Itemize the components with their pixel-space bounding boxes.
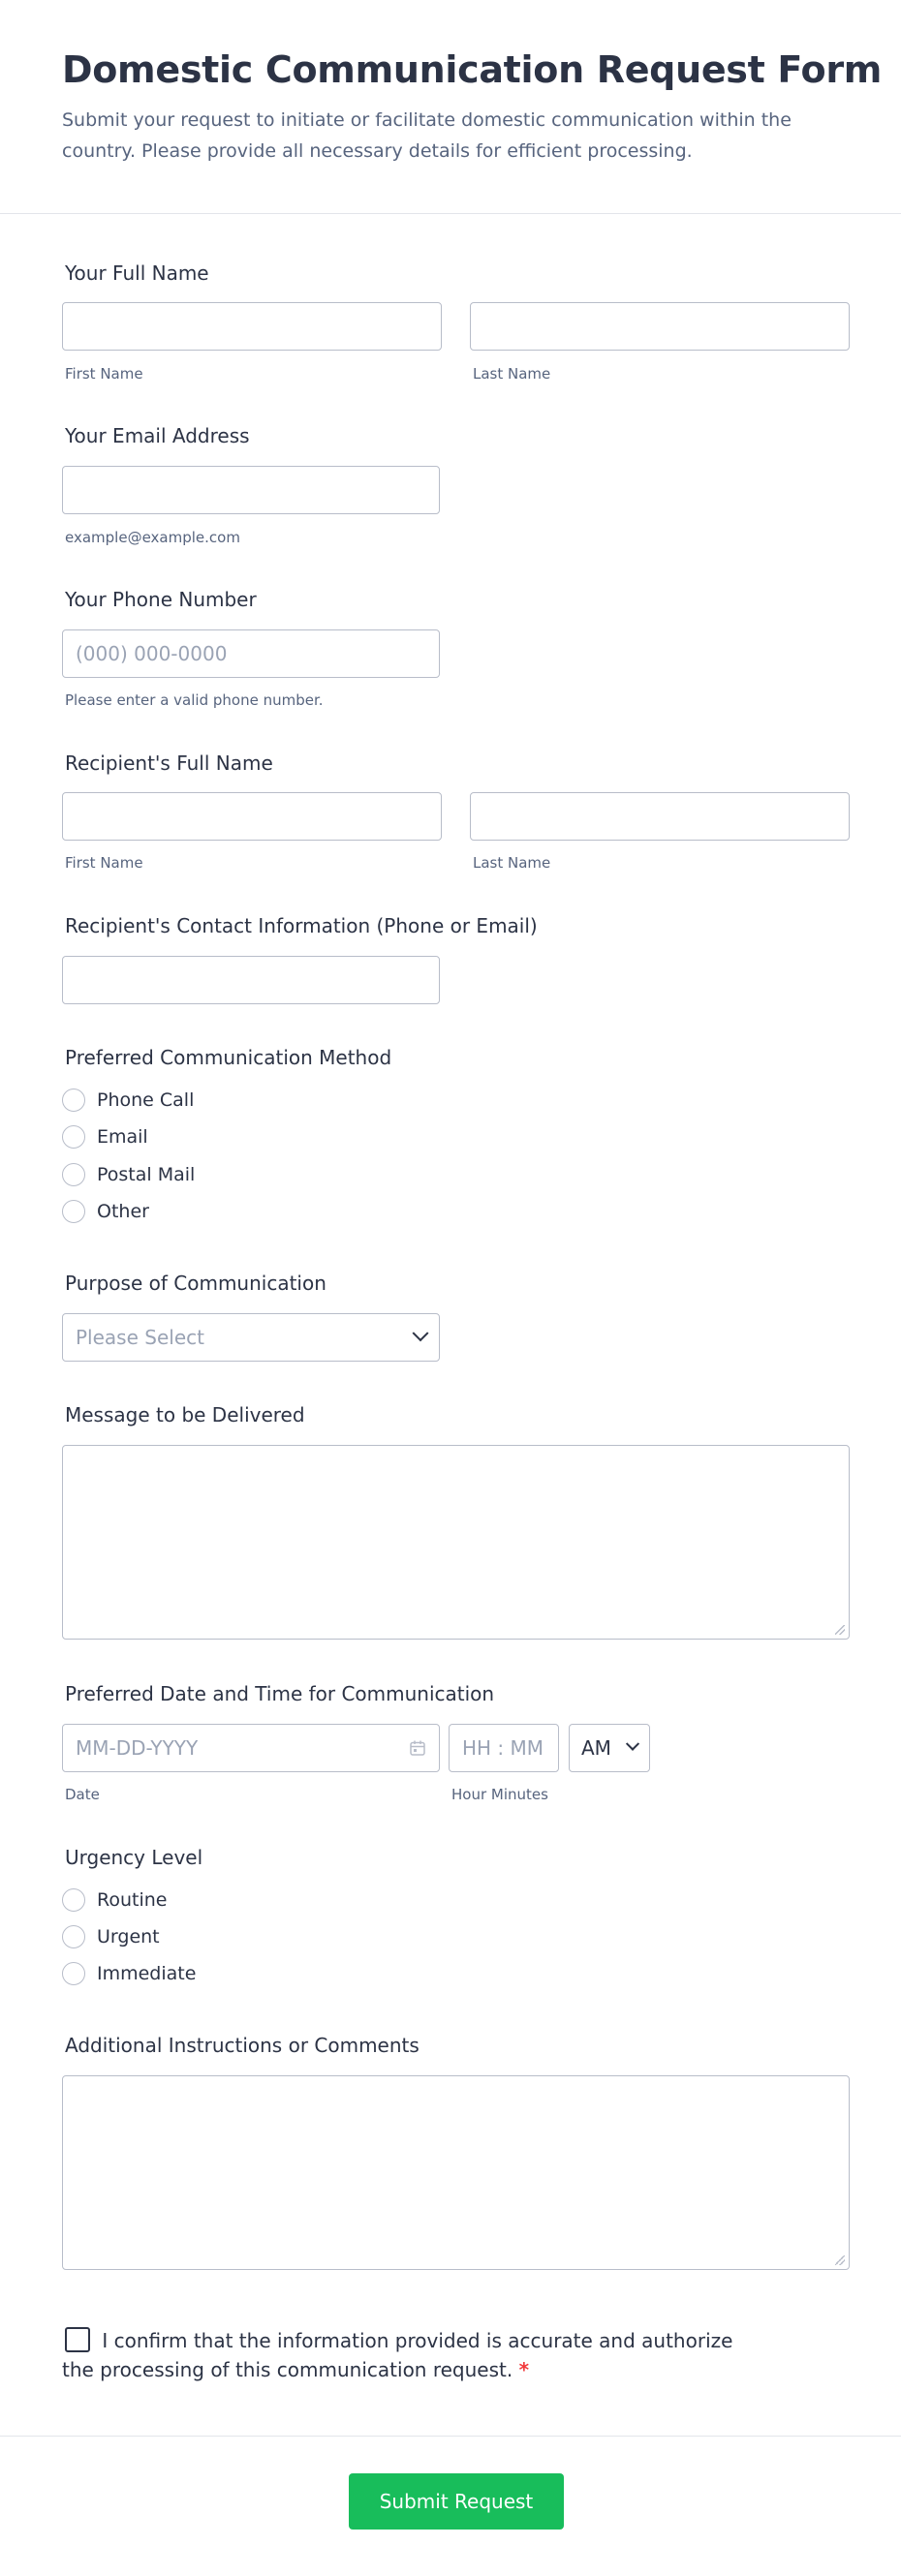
recipient-first-name-sublabel: First Name: [65, 854, 143, 872]
urgency-option-urgent[interactable]: [62, 1922, 160, 1951]
last-name-sublabel: Last Name: [473, 365, 551, 383]
confirm-row: [62, 2326, 760, 2384]
urgency-option-label: Immediate: [97, 1963, 197, 1984]
first-name-sublabel: First Name: [65, 365, 143, 383]
datetime-label: Preferred Date and Time for Communication: [65, 1682, 495, 1705]
confirm-text: I confirm that the information provided is accurate and authorize the processing of this communication request.: [62, 2329, 733, 2381]
calendar-icon[interactable]: [409, 1739, 426, 1757]
phone-label: Your Phone Number: [65, 588, 257, 611]
purpose-label: Purpose of Communication: [65, 1272, 326, 1295]
recipient-last-name-input[interactable]: [470, 792, 850, 841]
radio-button[interactable]: [62, 1163, 85, 1186]
urgency-option-label: Urgent: [97, 1926, 160, 1947]
time-sublabel: Hour Minutes: [451, 1786, 548, 1803]
date-sublabel: Date: [65, 1786, 100, 1803]
purpose-placeholder: Please Select: [76, 1326, 204, 1349]
ampm-value: AM: [581, 1736, 611, 1760]
urgency-label: Urgency Level: [65, 1846, 203, 1869]
urgency-option-immediate[interactable]: [62, 1959, 196, 1988]
required-asterisk: *: [518, 2358, 530, 2381]
radio-button[interactable]: [62, 1925, 85, 1948]
radio-button[interactable]: [62, 1962, 85, 1985]
time-input[interactable]: [449, 1724, 559, 1772]
header-divider: [0, 213, 901, 214]
method-label: Preferred Communication Method: [65, 1046, 392, 1069]
recipient-contact-label: Recipient's Contact Information (Phone or Email): [65, 914, 538, 937]
phone-placeholder: (000) 000-0000: [76, 642, 228, 665]
time-placeholder: HH : MM: [462, 1736, 544, 1760]
first-name-input[interactable]: [62, 302, 442, 351]
recipient-last-name-sublabel: Last Name: [473, 854, 551, 872]
recipient-name-label: Recipient's Full Name: [65, 751, 273, 775]
method-option-email[interactable]: [62, 1122, 148, 1151]
recipient-first-name-input[interactable]: [62, 792, 442, 841]
ampm-select[interactable]: [569, 1724, 650, 1772]
urgency-option-routine[interactable]: [62, 1886, 167, 1915]
message-textarea[interactable]: [62, 1445, 850, 1640]
last-name-input[interactable]: [470, 302, 850, 351]
resize-handle-icon[interactable]: [835, 1625, 845, 1635]
radio-button[interactable]: [62, 1200, 85, 1223]
full-name-label: Your Full Name: [65, 261, 209, 285]
chevron-down-icon: [626, 1737, 639, 1751]
method-option-phone-call[interactable]: [62, 1086, 194, 1115]
method-option-label: Other: [97, 1201, 149, 1222]
phone-input[interactable]: [62, 629, 440, 678]
method-option-label: Email: [97, 1126, 148, 1148]
email-label: Your Email Address: [65, 424, 250, 447]
method-option-postal-mail[interactable]: [62, 1160, 195, 1189]
phone-sublabel: Please enter a valid phone number.: [65, 691, 324, 709]
message-label: Message to be Delivered: [65, 1403, 305, 1426]
recipient-contact-input[interactable]: [62, 956, 440, 1004]
footer-divider: [0, 2436, 901, 2437]
page-subtitle: Submit your request to initiate or facilitate domestic communication within the country. Please provide all necessary details for efficient processing.: [62, 109, 792, 162]
comments-textarea[interactable]: [62, 2075, 850, 2270]
email-input[interactable]: [62, 466, 440, 514]
radio-button[interactable]: [62, 1888, 85, 1912]
method-option-label: Postal Mail: [97, 1164, 196, 1185]
email-sublabel: example@example.com: [65, 529, 240, 546]
method-option-other[interactable]: [62, 1197, 149, 1226]
resize-handle-icon[interactable]: [835, 2255, 845, 2265]
chevron-down-icon: [413, 1325, 429, 1341]
radio-button[interactable]: [62, 1089, 85, 1112]
date-input[interactable]: [62, 1724, 440, 1772]
submit-button[interactable]: Submit Request: [349, 2473, 564, 2530]
date-placeholder: MM-DD-YYYY: [76, 1736, 199, 1760]
purpose-select[interactable]: [62, 1313, 440, 1362]
comments-label: Additional Instructions or Comments: [65, 2034, 419, 2057]
page-title: Domestic Communication Request Form: [62, 48, 883, 91]
confirm-checkbox[interactable]: [65, 2327, 90, 2352]
radio-button[interactable]: [62, 1125, 85, 1149]
urgency-option-label: Routine: [97, 1889, 168, 1911]
method-option-label: Phone Call: [97, 1089, 195, 1111]
